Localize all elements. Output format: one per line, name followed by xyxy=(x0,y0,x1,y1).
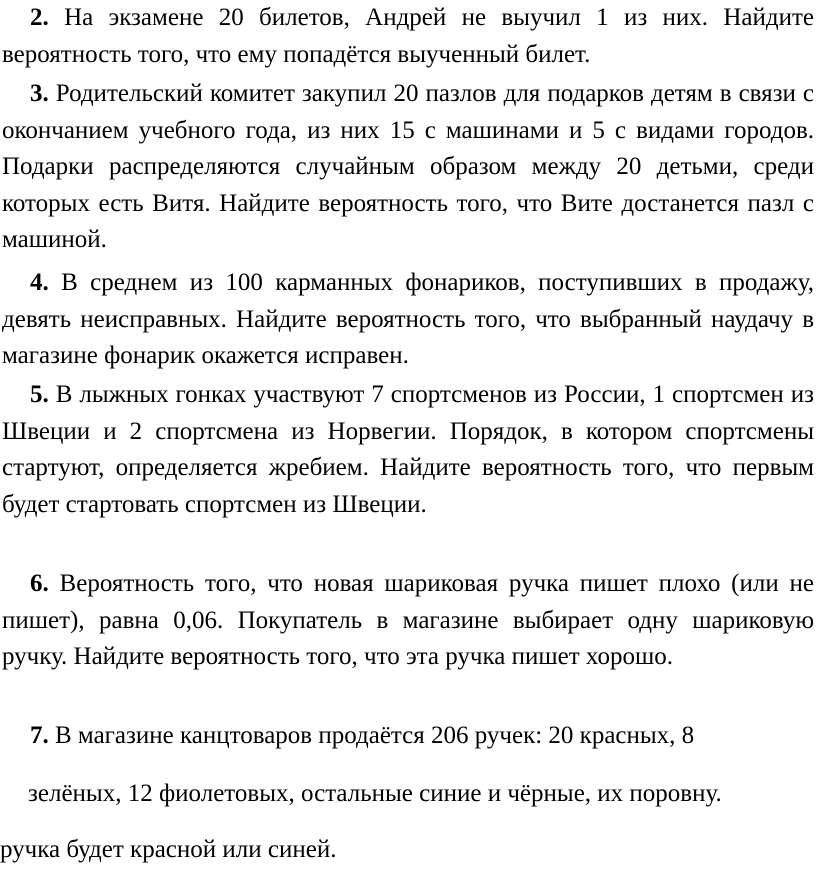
problem-number: 6. xyxy=(30,570,49,597)
problem-text: Родительский комитет закупил 20 пазлов для подарков детям в связи с окончанием учебного года, из них 15 с машинами и 5 с видами городов. Подарки распределяются случайным образом между 20 детьми, среди которых есть Витя. Найдите вероятность того, что Вите достанется пазл с машиной. xyxy=(2,80,815,253)
problem-2 xyxy=(0,0,816,73)
problem-text: В лыжных гонках участвуют 7 спортсменов из России, 1 спортсмен из Швеции и 2 спортсмена из Норвегии. Порядок, в котором спортсмены стартуют, определяется жребием. Найдите вероятность того, что первым будет стартовать спортсмен из Швеции. xyxy=(2,381,814,518)
problem-number: 7. xyxy=(30,722,49,749)
problem-text: Вероятность того, что новая шариковая ручка пишет плохо (или не пишет), равна 0,06. Покупатель в магазине выбирает одну шариковую ручку. Найдите вероятность того, что эта ручка пишет хорошо. xyxy=(2,570,814,670)
problem-number: 4. xyxy=(30,269,49,296)
problem-number: 5. xyxy=(30,381,49,408)
problem-6 xyxy=(0,566,816,676)
problem-text: В магазине канцтоваров продаётся 206 ручек: 20 красных, 8 xyxy=(55,722,695,749)
problem-text: В среднем из 100 карманных фонариков, поступивших в продажу, девять неисправных. Найдите вероятность того, что выбранный наудачу в магазине фонарик окажется исправен. xyxy=(2,269,815,369)
problem-4 xyxy=(0,265,816,375)
problem-7-line-2: зелёных, 12 фиолетовых, остальные синие и чёрные, их поровну. xyxy=(28,780,722,807)
problem-3 xyxy=(0,76,816,259)
problem-number: 3. xyxy=(30,80,49,107)
problem-number: 2. xyxy=(30,4,49,31)
problem-7-line-3: ручка будет красной или синей. xyxy=(0,836,337,863)
problem-7-line-1 xyxy=(30,718,694,754)
problem-text: На экзамене 20 билетов, Андрей не выучил 1 из них. Найдите вероятность того, что ему попадётся выученный билет. xyxy=(2,4,814,68)
problem-5 xyxy=(0,377,816,523)
